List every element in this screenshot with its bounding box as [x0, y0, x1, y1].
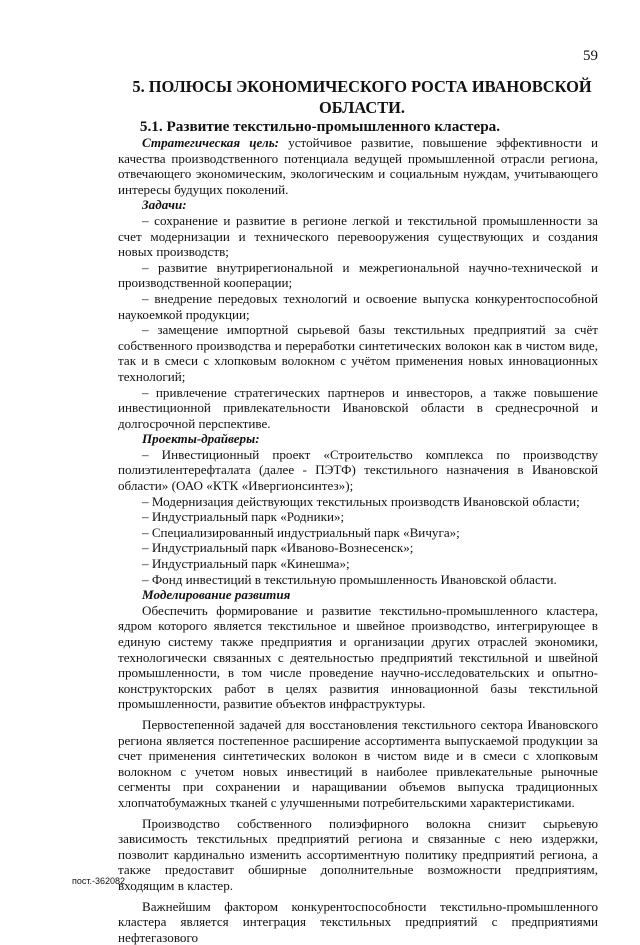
task-item: – сохранение и развитие в регионе легкой и текстильной промышленности за счет модернизации и технического перевооружения существующих и создания новых производств; — [118, 213, 598, 260]
section-heading: 5.1. Развитие текстильно-промышленного кластера. — [0, 117, 640, 136]
project-item: – Индустриальный парк «Кинешма»; — [118, 556, 598, 572]
project-item: – Фонд инвестиций в текстильную промышленность Ивановской области. — [118, 572, 598, 588]
task-item: – замещение импортной сырьевой базы текстильных предприятий за счёт собственного производства и переработки синтетических волокон как в чистом виде, так и в смеси с хлопковым волокном с учётом применения новых инновационных технологий; — [118, 322, 598, 384]
project-item: – Индустриальный парк «Родники»; — [118, 509, 598, 525]
page-number: 59 — [583, 48, 598, 65]
task-item: – развитие внутрирегиональной и межрегиональной научно-технической и производственной кооперации; — [118, 260, 598, 291]
project-item: – Индустриальный парк «Иваново-Вознесенск»; — [118, 540, 598, 556]
project-item: – Специализированный индустриальный парк «Вичуга»; — [118, 525, 598, 541]
projects-label: Проекты-драйверы: — [118, 431, 598, 447]
paragraph: Производство собственного полиэфирного волокна снизит сырьевую зависимость текстильных предприятий региона и связанные с нею издержки, позволит кардинально изменить ассортиментную политику предприятий региона, а также предоставит обширные дополнительные возможности предприятиям, входящим в кластер. — [118, 816, 598, 894]
strategic-goal-text: устойчивое развитие, повышение эффективности и качества производственного потенциала ведущей промышленной отрасли региона, отвечающего экономическим, экологическим и социальным нуждам, учитывающего интересы будущих поколений. — [118, 135, 598, 197]
footer-code: пост.-362082 — [72, 876, 125, 886]
paragraph: Обеспечить формирование и развитие текстильно-промышленного кластера, ядром которого является текстильное и швейное производство, интегрирующее в единую систему также предприятия и организации других отраслей экономики, технологически связанных с деятельностью предприятий текстильной и швейной промышленности, в том числе проведение научно-исследовательских и опытно-конструкторских работ в целях развития инновационной базы текстильной промышленности, развитие объектов инфраструктуры. — [118, 603, 598, 712]
paragraph: Первостепенной задачей для восстановления текстильного сектора Ивановского региона является постепенное расширение ассортимента выпускаемой продукции за счет применения синтетических волокон в чистом виде и в смеси с хлопковым волокном с учетом новых инвестиций в наиболее привлекательные рыночные сегменты при сохранении и наращивании объемов выпуска традиционных хлопчатобумажных тканей с улучшенными потребительскими характеристиками. — [118, 717, 598, 811]
strategic-goal-label: Стратегическая цель: — [142, 135, 279, 150]
project-item: – Инвестиционный проект «Строительство комплекса по производству полиэтилентерефталата (далее - ПЭТФ) текстильного назначения в Ивановской области» (ОАО «КТК «Ивергионсинтез»); — [118, 447, 598, 494]
task-item: – внедрение передовых технологий и освоение выпуска конкурентоспособной наукоемкой продукции; — [118, 291, 598, 322]
body-text — [118, 135, 598, 945]
paragraph: Важнейшим фактором конкурентоспособности текстильно-промышленного кластера является интеграция текстильных предприятий с предприятиями нефтегазового — [118, 899, 598, 945]
project-item: – Модернизация действующих текстильных производств Ивановской области; — [118, 494, 598, 510]
strategic-goal — [118, 135, 598, 197]
tasks-label: Задачи: — [118, 197, 598, 213]
modeling-label: Моделирование развития — [118, 587, 598, 603]
chapter-heading: 5. ПОЛЮСЫ ЭКОНОМИЧЕСКОГО РОСТА ИВАНОВСКОЙ ОБЛАСТИ. — [118, 76, 606, 118]
task-item: – привлечение стратегических партнеров и инвесторов, а также повышение инвестиционной привлекательности Ивановской области в среднесрочной и долгосрочной перспективе. — [118, 385, 598, 432]
